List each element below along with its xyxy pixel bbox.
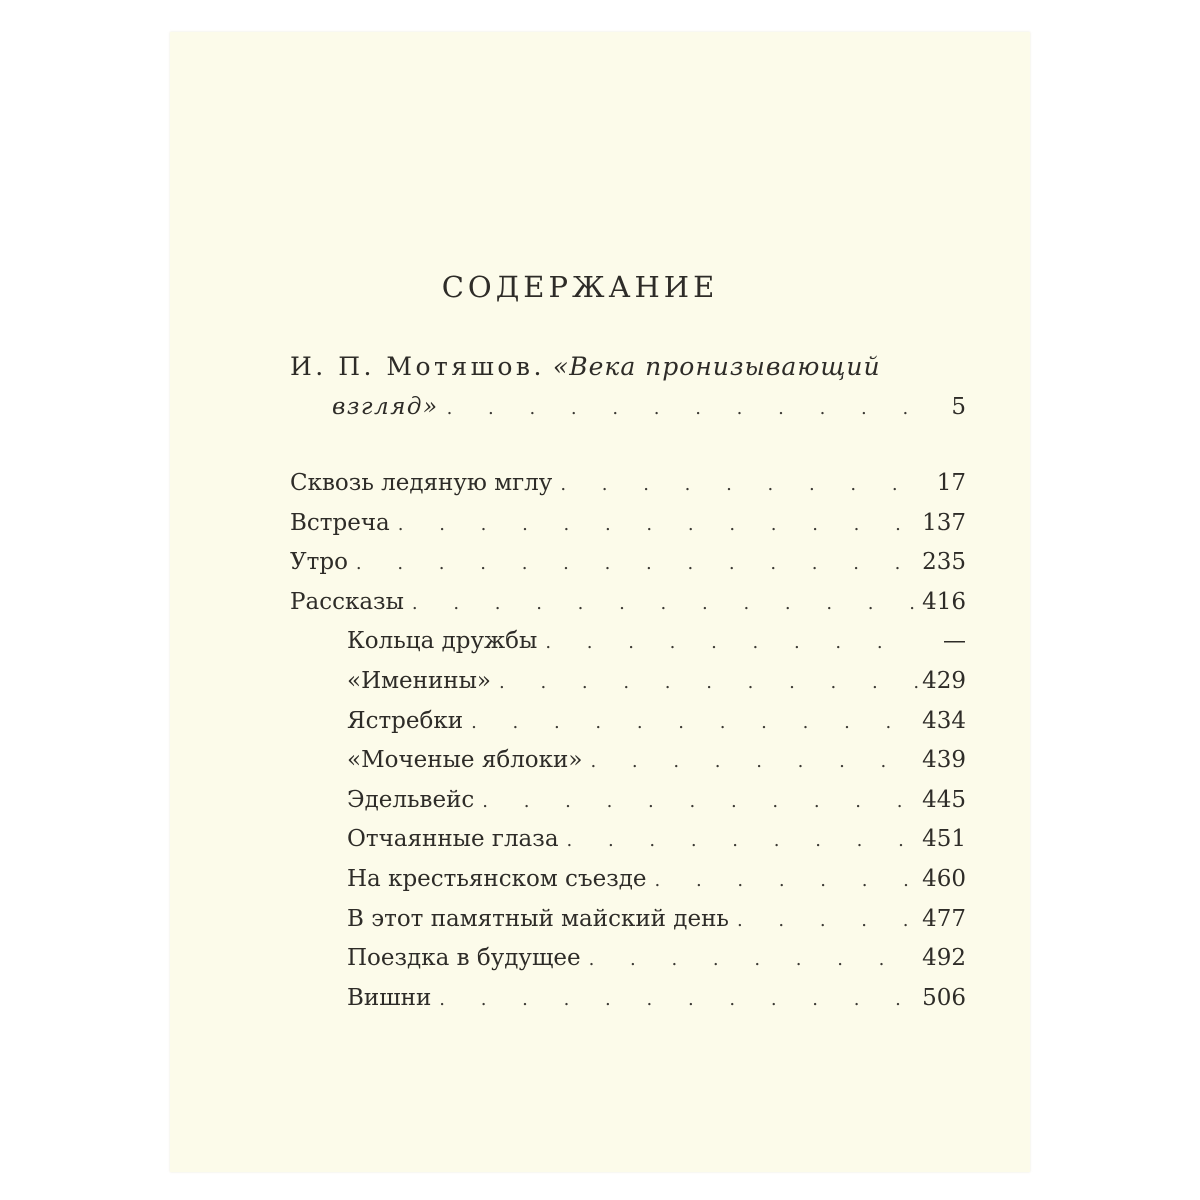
contents-heading: СОДЕРЖАНИЕ [441,270,719,304]
dot-leader [581,949,920,970]
dot-leader [582,751,920,772]
toc-story-entry [290,985,966,1025]
story-title: Эдельвейс [347,786,475,813]
toc-story-entry [290,628,966,668]
page-number: 477 [922,905,966,932]
dot-leader [348,553,920,574]
story-title: На крестьянском съезде [347,865,647,892]
page-number: 429 [922,667,966,694]
story-title: «Моченые яблоки» [347,747,583,774]
toc-intro-entry [290,352,966,434]
page-number: — [943,628,966,655]
toc-story-entry [290,747,966,787]
toc-story-entry [290,787,966,827]
toc-entry [290,549,966,589]
page-number: 5 [951,394,966,420]
intro-line-1 [290,352,881,381]
story-title: Ястребки [347,707,464,734]
intro-line-2 [290,394,966,420]
dot-leader [463,712,920,733]
dot-leader [404,593,920,614]
toc-story-entry [290,826,966,866]
page-number: 445 [922,786,966,813]
toc-story-entry [290,866,966,906]
story-title: «Именины» [347,667,491,694]
dot-leader [559,830,920,851]
toc-story-entry [290,945,966,985]
dot-leader [439,398,920,419]
dot-leader [647,870,920,891]
story-title: Отчаянные глаза [347,826,559,853]
entry-title: Утро [290,549,348,576]
dot-leader [474,791,920,812]
dot-leader [491,672,920,693]
page-number: 137 [922,509,966,536]
entry-title: Рассказы [290,588,404,615]
entry-title: Сквозь ледяную мглу [290,470,553,496]
toc-entry [290,470,966,510]
page-number: 17 [936,470,966,496]
page-number: 416 [922,588,966,615]
story-title: Кольца дружбы [347,628,538,655]
page-number: 434 [922,707,966,734]
intro-author: И. П. Мотяшов. [290,352,545,381]
table-of-contents [290,352,966,1024]
toc-story-entry [290,708,966,748]
toc-entry [290,510,966,550]
intro-title-part-1: «Века пронизывающий [552,352,881,381]
entry-title: Встреча [290,509,390,536]
dot-leader [431,989,920,1010]
story-title: Вишни [347,984,432,1011]
page-number: 235 [922,549,966,576]
story-title: В этот памятный майский день [347,905,729,932]
page-number: 506 [922,984,966,1011]
intro-title-part-2: взгляд» [332,394,439,420]
page-number: 451 [922,826,966,853]
toc-entry [290,589,966,629]
story-title: Поездка в будущее [347,945,581,972]
dot-leader [537,632,920,653]
page-number: 492 [922,945,966,972]
toc-story-entry [290,668,966,708]
dot-leader [552,474,920,495]
dot-leader [729,910,920,931]
page-number: 439 [922,747,966,774]
toc-entries [290,470,966,1024]
page-number: 460 [922,865,966,892]
book-page [170,32,1030,1172]
dot-leader [390,514,920,535]
toc-story-entry [290,906,966,946]
